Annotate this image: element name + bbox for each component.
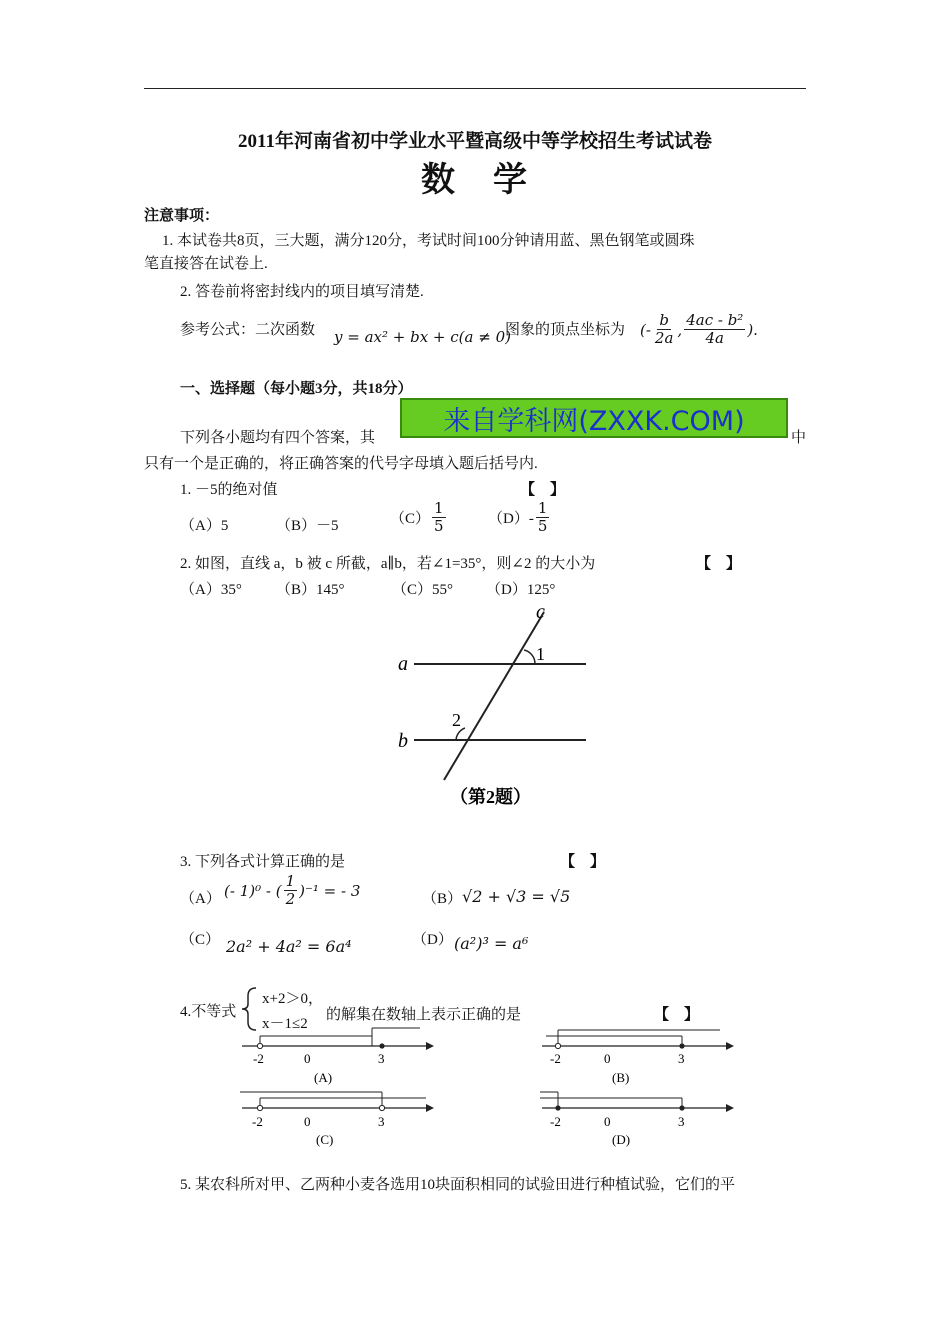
q1-option-a: （A）5 — [180, 518, 229, 534]
point-neg2 — [555, 1105, 560, 1110]
angle-1-label: 1 — [536, 644, 545, 664]
q3-option-b: √2 + √3 = √5 — [462, 887, 571, 906]
point-3 — [379, 1105, 384, 1110]
notice-heading: 注意事项： — [144, 208, 220, 224]
q3-option-c: 2a² + 4a² = 6a⁴ — [226, 937, 352, 956]
option-d-label: (D) — [612, 1132, 631, 1147]
tick-3: 3 — [678, 1114, 685, 1129]
notice-item-1-cont: 笔直接答在试卷上. — [144, 256, 268, 272]
q1-option-d-fraction — [536, 500, 550, 536]
q4-stem-suffix: 的解集在数轴上表示正确的是 — [326, 1007, 522, 1023]
q3-option-d-label: （D） — [412, 932, 453, 948]
label-a: a — [398, 653, 408, 675]
q3-a-num: 1 — [285, 872, 296, 890]
notice-item-1: 1. 本试卷共8页，三大题，满分120分，考试时间100分钟请用蓝、黑色钢笔或圆珠 — [162, 233, 695, 249]
q1-option-b: （B）－5 — [276, 518, 339, 534]
vertex-x-den: 2a — [654, 329, 674, 348]
point-3 — [379, 1043, 384, 1048]
q3-option-d: (a²)³ = a⁶ — [454, 934, 529, 953]
q1-d-num: 1 — [537, 499, 548, 517]
q1-option-c-fraction — [432, 500, 446, 536]
formula-expression: y = ax² + bx + c(a ≠ 0) — [334, 328, 511, 346]
watermark-text: 来自学科网(ZXXK.COM) — [443, 405, 745, 437]
formula-mid: 图象的顶点坐标为 — [505, 322, 626, 338]
tick-0: 0 — [304, 1114, 311, 1129]
point-3 — [679, 1043, 684, 1048]
q3-a-fraction — [284, 873, 298, 909]
label-c: c — [536, 601, 545, 623]
q4-answer-bracket[interactable]: 【 】 — [654, 1007, 700, 1023]
notice-item-2: 2. 答卷前将密封线内的项目填写清楚. — [180, 284, 424, 300]
q4-stem-prefix: 4.不等式 — [180, 1004, 237, 1020]
vertex-formula: (- $\frac{b}{2a}$ , $\frac{\text{4ac - b²}}{4a}$ ). — [640, 311, 758, 348]
tick-0: 0 — [304, 1051, 311, 1066]
q3-a-expr-1: (- 1)⁰ - ( — [224, 881, 282, 900]
tick-neg2: -2 — [252, 1114, 263, 1129]
vertex-close: ). — [747, 320, 758, 339]
vertex-y-den: 4a — [705, 329, 724, 348]
option-b-label: (B) — [612, 1070, 630, 1085]
q1-option-c — [390, 500, 448, 536]
tick-3: 3 — [678, 1051, 685, 1066]
q2-option-a: （A）35° — [180, 582, 242, 598]
subject-title: 数 学 — [421, 162, 529, 199]
q2-option-b: （B）145° — [276, 582, 345, 598]
tick-0: 0 — [604, 1051, 611, 1066]
q1-c-num: 1 — [434, 499, 444, 517]
q3-answer-bracket[interactable]: 【 】 — [560, 854, 606, 870]
vertex-y-num: 4ac - b² — [686, 311, 744, 329]
q2-option-c: （C）55° — [392, 582, 454, 598]
q1-option-d — [488, 500, 551, 536]
section1-intro-a: 下列各小题均有四个答案，其 — [180, 430, 376, 446]
q2-answer-bracket[interactable]: 【 】 — [696, 556, 742, 572]
exam-title: 2011年河南省初中学业水平暨高级中等学校招生考试试卷 — [238, 131, 712, 152]
q5-stem: 5. 某农科所对甲、乙两种小麦各选用10块面积相同的试验田进行种植试验，它们的平 — [180, 1177, 736, 1193]
q3-option-a — [224, 873, 360, 909]
q4-inequality-2: x－1≤2 — [262, 1016, 308, 1032]
q3-option-a-label: （A） — [180, 891, 221, 907]
q1-option-c-label: （C） — [390, 511, 431, 528]
q1-c-den: 5 — [434, 517, 444, 536]
q3-stem: 3. 下列各式计算正确的是 — [180, 854, 346, 870]
point-neg2 — [257, 1105, 262, 1110]
header-rule — [144, 88, 806, 89]
vertex-y-fraction — [684, 312, 745, 348]
section1-intro-b: 中 — [791, 430, 807, 446]
q2-figure — [390, 600, 600, 815]
point-neg2 — [257, 1043, 262, 1048]
vertex-x-num: b — [659, 311, 669, 329]
vertex-open: (- — [640, 320, 651, 339]
q1-stem: 1. －5的绝对值 — [180, 482, 278, 498]
tick-0: 0 — [604, 1114, 611, 1129]
q3-option-c-label: （C） — [180, 932, 221, 948]
line-c — [444, 612, 544, 780]
option-c-label: (C) — [316, 1132, 334, 1147]
watermark-banner — [400, 398, 788, 438]
section1-intro-2: 只有一个是正确的，将正确答案的代号字母填入题后括号内. — [144, 456, 538, 472]
tick-3: 3 — [378, 1114, 385, 1129]
q4-numberline-d — [536, 1084, 736, 1154]
tick-neg2: -2 — [253, 1051, 264, 1066]
q2-option-d: （D）125° — [486, 582, 556, 598]
point-3 — [679, 1105, 684, 1110]
label-b: b — [398, 730, 408, 752]
q3-a-den: 2 — [285, 890, 296, 909]
q1-option-d-label: （D）- — [488, 511, 534, 528]
option-a-label: (A) — [314, 1070, 333, 1085]
vertex-x-fraction — [653, 312, 676, 348]
q2-stem: 2. 如图，直线 a，b 被 c 所截，a∥b，若∠1=35°，则∠2 的大小为 — [180, 556, 596, 572]
figure-caption: （第2题） — [450, 787, 531, 807]
angle-2-label: 2 — [452, 710, 461, 730]
tick-3: 3 — [378, 1051, 385, 1066]
q4-inequality-1: x+2＞0， — [262, 991, 323, 1007]
point-neg2 — [555, 1043, 560, 1048]
q4-numberline-c — [236, 1084, 436, 1154]
section1-heading: 一、选择题（每小题3分，共18分） — [180, 381, 413, 397]
q3-a-expr-2: )⁻¹ = - 3 — [299, 881, 361, 900]
tick-neg2: -2 — [550, 1051, 561, 1066]
q3-option-b-label: （B） — [422, 891, 463, 907]
angle-1-arc — [524, 650, 535, 664]
formula-prefix: 参考公式：二次函数 — [180, 322, 316, 338]
tick-neg2: -2 — [550, 1114, 561, 1129]
q1-answer-bracket[interactable]: 【 】 — [520, 482, 566, 498]
q1-d-den: 5 — [537, 517, 548, 536]
